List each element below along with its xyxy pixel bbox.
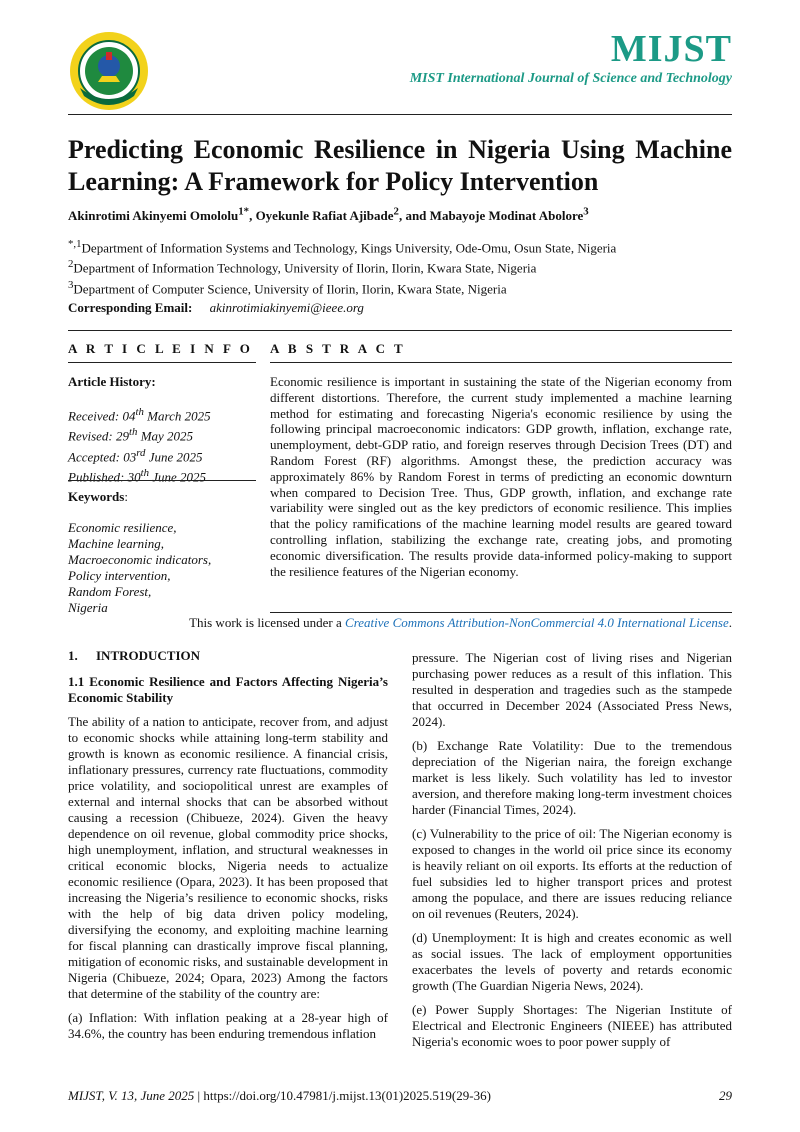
abstract-text: Economic resilience is important in sustaining the state of the Nigerian economy from different distortions. Therefore, the current study implemented a machine learning method for estimating and forecasting Nigeria's economic resilience by using the following principal macroeconomic indicators: GDP growth, inflation, exchange rate, unemployment, debt-GDP ratio, and foreign reserves through Decision Trees (DT) and Random Forest (RF) algorithms. Amongst these, the prediction accuracy was approximately 86% by Random Forest in terms of predicting an economic downturn when compared to Decision Tree. Thus, GDP growth, inflation, and exchange rate variability were singled out as the key predictors of economic resilience. This implies that the policy ramifications of the machine learning model results are geared toward controlling inflation, stabilizing the exchange rate, creating jobs, and promoting economic diversification. The results provide data-informed policy-making to support the resilience features of the Nigerian economy. xyxy=(270,374,732,579)
keywords-divider xyxy=(68,480,256,481)
affiliation-list xyxy=(68,236,616,297)
corresponding-label: Corresponding Email: xyxy=(68,300,193,315)
accepted-date: Accepted: 03rd June 2025 xyxy=(68,446,203,464)
subsection-heading: 1.1 Economic Resilience and Factors Affecting Nigeria’s Economic Stability xyxy=(68,674,388,705)
author-3: Mabayoje Modinat Abolore$^3$ xyxy=(429,206,589,224)
info-top-divider xyxy=(68,330,732,331)
body-paragraph: (a) Inflation: With inflation peaking at a 28-year high of 34.6%, the country has been enduring tremendous inflation xyxy=(68,1010,388,1041)
keywords-label-line: Keywords: xyxy=(68,489,128,504)
keyword: Policy intervention, xyxy=(68,568,171,583)
journal-brand-name: MIJST xyxy=(610,28,732,70)
affiliation-1: $^{*,1}$Department of Information Systems and Technology, Kings University, Ode-Omu, Osun State, Nigeria xyxy=(68,238,617,256)
author-2: Oyekunle Rafiat Ajibade$^2$, and xyxy=(255,206,430,224)
journal-full-name: MIST International Journal of Science and Technology xyxy=(409,71,732,86)
author-1: Akinrotimi Akinyemi Omololu$^{1*}$, xyxy=(68,206,256,224)
body-left-column xyxy=(68,648,388,1050)
body-right-column xyxy=(412,650,732,1058)
article-history-label: Article History: xyxy=(68,374,156,389)
keyword: Economic resilience, xyxy=(68,520,177,535)
keyword: Macroeconomic indicators, xyxy=(68,552,212,567)
page-number: 29 xyxy=(719,1088,732,1103)
article-history-dates xyxy=(68,404,256,485)
keyword: Random Forest, xyxy=(68,584,152,599)
article-info-divider xyxy=(68,362,256,363)
footer-doi[interactable]: https://doi.org/10.47981/j.mijst.13(01)2025.519(29-36) xyxy=(203,1088,491,1103)
body-paragraph: (b) Exchange Rate Volatility: Due to the tremendous depreciation of the Nigerian naira, the foreign exchange market is less likely. Such volatility has led to investor aversion, and therefore making long-term investment choices harder (Financial Times, 2024). xyxy=(412,738,732,817)
page-footer: MIJST, V. 13, June 2025 | https://doi.org/10.47981/j.mijst.13(01)2025.519(29-36) 29 xyxy=(68,1088,732,1103)
corresponding-email[interactable]: akinrotimiakinyemi@ieee.org xyxy=(209,300,364,315)
header-divider xyxy=(68,114,732,115)
corresponding-email-line xyxy=(68,300,364,316)
license-line: This work is licensed under a Creative Commons Attribution-NonCommercial 4.0 International License. xyxy=(189,615,732,630)
published-date: Published: 30th June 2025 xyxy=(68,466,207,485)
keyword: Nigeria xyxy=(68,600,108,615)
abstract-heading: A B S T R A C T xyxy=(270,341,406,356)
body-paragraph: The ability of a nation to anticipate, recover from, and adjust to economic shocks while attaining long-term stability and growth is known as economic resilience. A financial crisis, inflationary pressures, currency rate fluctuations, commodity price volatility, and sociopolitical unrest are examples of external and internal shocks that can be absorbed without causing a recession (Chibueze, 2024). Given the heavy dependence on oil revenue, global commodity price shocks, high unemployment, inflation, and structural weaknesses in critical economic blocks, Nigeria needs to actualize economic resilience (Opara, 2023). It has been proposed that increasing the Nigeria’s resilience to economic shocks, risks with the help of big data driven policy modeling, diversifying the economy, and exploiting machine learning for fiscal planning can drastically improve fiscal planning, mitigation of economic risks, and sustainable development in Nigeria (Chibueze, 2024; Opara, 2023) Among the factors that determine of the stability of the country are: xyxy=(68,714,388,1001)
body-paragraph: (d) Unemployment: It is high and creates economic as well as social issues. The lack of employment opportunities exacerbates the levels of poverty and retards economic growth (The Guardian Nigeria News, 2024). xyxy=(412,930,732,993)
paper-title: Predicting Economic Resilience in Nigeria Using Machine Learning: A Framework for Policy Intervention xyxy=(68,135,732,196)
article-info-heading: A R T I C L E I N F O xyxy=(68,341,253,356)
body-paragraph: (c) Vulnerability to the price of oil: The Nigerian economy is exposed to changes in the world oil price since its economy is heavily reliant on oil exports. Its efforts at the reduction of fuel subsidies led to higher transport prices and protest among the populace, and there are issues reducing reliance on oil revenues (Reuters, 2024). xyxy=(412,826,732,921)
journal-seal-logo xyxy=(68,30,150,112)
journal-masthead xyxy=(410,28,732,88)
affiliation-3: $^3$Department of Computer Science, University of Ilorin, Ilorin, Kwara State, Nigeria xyxy=(68,278,507,296)
keyword: Machine learning, xyxy=(68,536,165,551)
body-paragraph: (e) Power Supply Shortages: The Nigerian Institute of Electrical and Electronic Engineers (NIEEE) has attributed Nigeria's economic woes to poor power supply of xyxy=(412,1002,732,1049)
affiliation-2: $^2$Department of Information Technology, University of Ilorin, Ilorin, Kwara State, Nigeria xyxy=(68,258,537,276)
section-heading: 1. INTRODUCTION xyxy=(68,648,201,663)
license-link[interactable]: Creative Commons Attribution-NonCommercial 4.0 International License xyxy=(345,615,729,630)
footer-journal: MIJST, V. 13, June 2025 xyxy=(68,1088,195,1103)
received-date: Received: 04th March 2025 xyxy=(68,406,211,424)
author-list xyxy=(68,206,589,224)
body-paragraph: pressure. The Nigerian cost of living rises and Nigerian purchasing power reduces as a result of this inflation. This resulted in desperation and tragedies such as the stampede that occurred in December 2024 (Associated Press News, 2024). xyxy=(412,650,732,729)
keywords-list xyxy=(68,520,256,616)
abstract-divider xyxy=(270,362,732,363)
license-divider xyxy=(270,612,732,613)
revised-date: Revised: 29th May 2025 xyxy=(68,426,194,444)
